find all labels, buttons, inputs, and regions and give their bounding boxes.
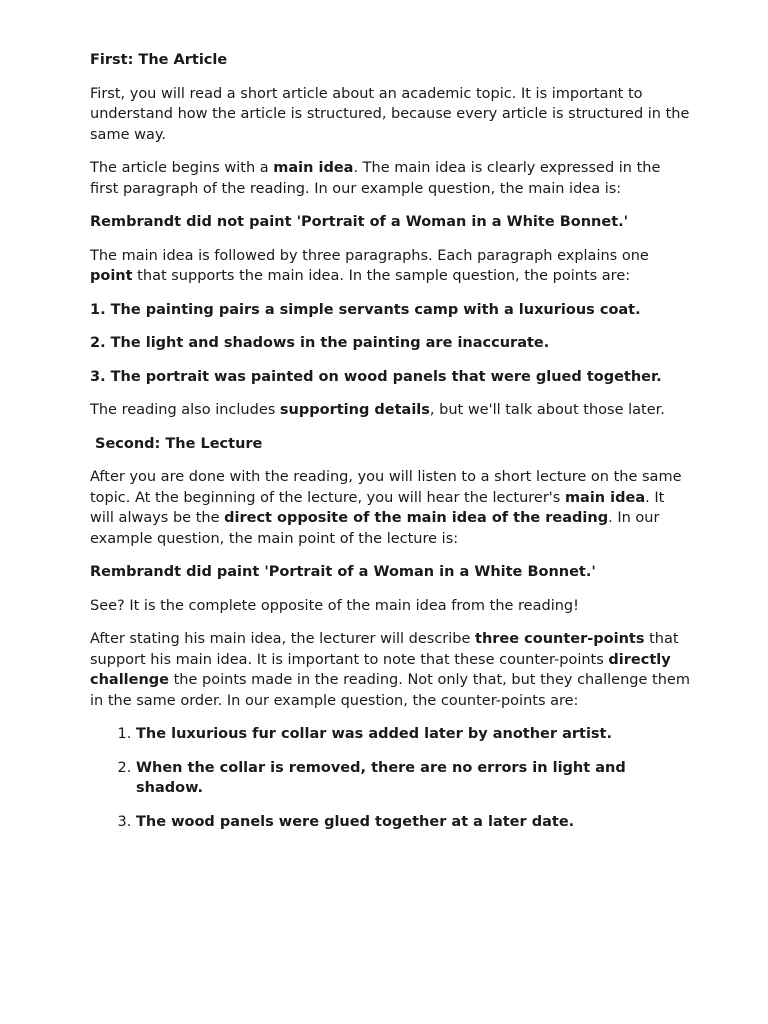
text-span: . The main idea is clearly expressed in the first paragraph of the reading. In our example question, the main idea is: <box>90 160 661 197</box>
text-span: After you are done with the reading, you will listen to a short lecture on the same topic. At the beginning of the lecture, you will hear the lecturer's <box>90 469 682 506</box>
text-span: that supports the main idea. In the sample question, the points are: <box>132 268 631 284</box>
bold-term-main-idea: main idea <box>564 489 646 506</box>
counter-points-list <box>90 724 690 832</box>
bold-term-directly-challenge: directly challenge <box>90 651 671 688</box>
text-span: . It will always be the <box>90 489 665 526</box>
paragraph-supporting-details <box>90 400 690 421</box>
bold-term-main-idea: main idea <box>273 160 354 176</box>
reading-main-idea: Rembrandt did not paint 'Portrait of a Woman in a White Bonnet.' <box>90 214 629 230</box>
text-span: The reading also includes <box>90 402 280 418</box>
document-page <box>90 50 690 845</box>
section-heading-lecture: Second: The Lecture <box>95 435 263 452</box>
bold-term-three-counter-points: three counter-points <box>475 631 645 647</box>
text-span: After stating his main idea, the lecturer will describe <box>90 631 476 647</box>
paragraph-intro: First, you will read a short article about an academic topic. It is important to understand how the article is structured, because every article is structured in the same way. <box>90 85 690 143</box>
paragraph-see: See? It is the complete opposite of the main idea from the reading! <box>90 597 579 614</box>
section-heading-article: First: The Article <box>90 52 228 68</box>
paragraph-main-idea-explanation <box>90 158 690 199</box>
reading-point-2: 2. The light and shadows in the painting are inaccurate. <box>90 335 550 351</box>
reading-point-3: 3. The portrait was painted on wood panels that were glued together. <box>90 368 662 385</box>
paragraph-counter-points-explanation <box>90 629 690 711</box>
counter-point-2: 2. When the collar is removed, there are no errors in light and shadow. <box>136 758 690 799</box>
text-span: The main idea is followed by three paragraphs. Each paragraph explains one <box>90 247 649 264</box>
paragraph-points-explanation <box>90 246 690 287</box>
paragraph-lecture-intro <box>90 467 690 549</box>
bold-term-direct-opposite: direct opposite of the main idea of the reading <box>224 510 609 526</box>
bold-term-point: point <box>90 268 133 284</box>
text-span: , but we'll talk about those later. <box>429 402 665 418</box>
lecture-main-idea: Rembrandt did paint 'Portrait of a Woman in a White Bonnet.' <box>90 564 596 580</box>
bold-term-supporting-details: supporting details <box>279 402 430 418</box>
reading-point-1: 1. The painting pairs a simple servants camp with a luxurious coat. <box>90 301 641 318</box>
text-span: the points made in the reading. Not only that, but they challenge them in the same order. In our example question, the counter-points are: <box>90 672 690 709</box>
text-span: that support his main idea. It is important to note that these counter-points <box>90 631 679 668</box>
text-span: The article begins with a <box>90 160 274 176</box>
counter-point-1: 1. The luxurious fur collar was added later by another artist. <box>136 724 690 745</box>
text-span: . In our example question, the main point of the lecture is: <box>90 510 660 547</box>
counter-point-3: 3. The wood panels were glued together at a later date. <box>136 812 690 833</box>
